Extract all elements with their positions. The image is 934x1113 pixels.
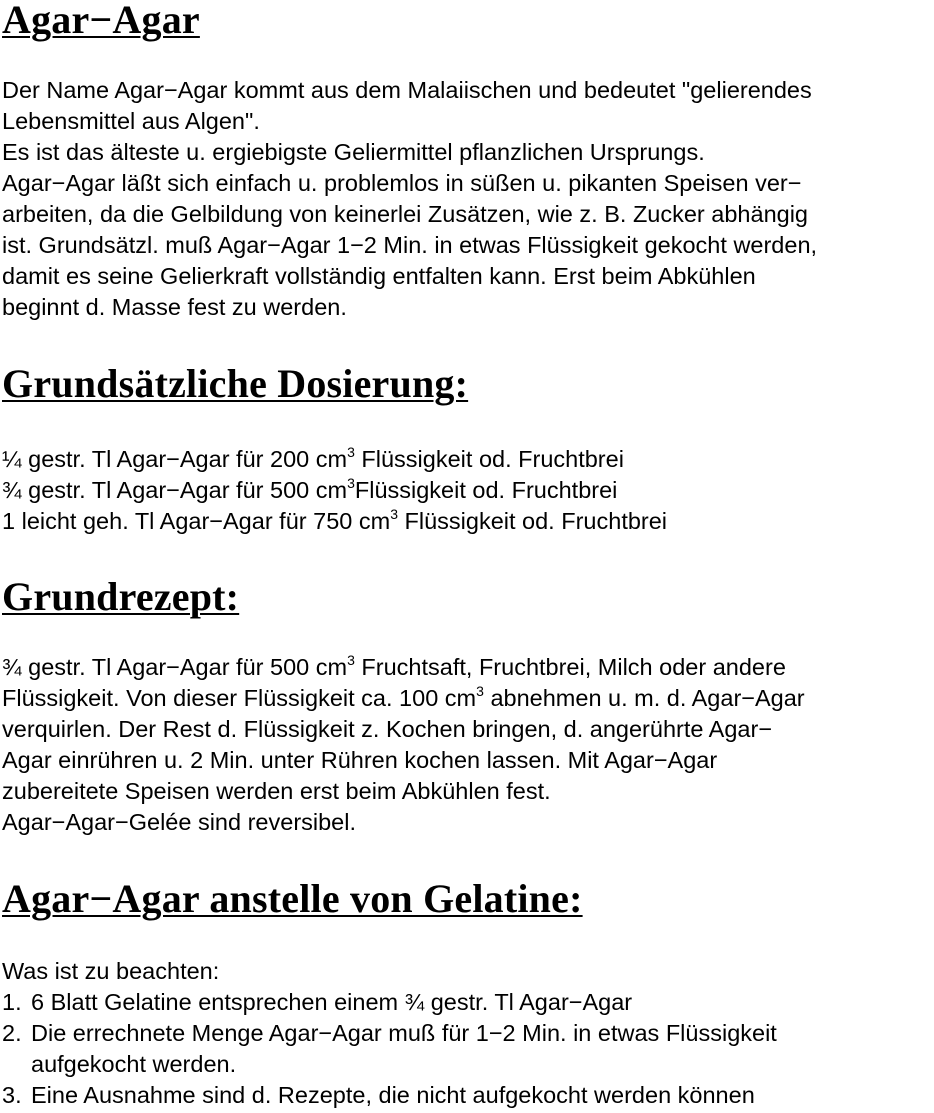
list-text-continuation: aufgekocht werden. [31,1051,237,1077]
dosage-text: ¼ gestr. Tl Agar−Agar für 200 cm [2,446,348,472]
section-title-grundrezept: Grundrezept: [2,574,240,619]
text-line: zubereitete Speisen werden erst beim Abkühlen fest. [2,778,551,804]
list-number: 1. [2,989,22,1015]
dosage-text: ¾ gestr. Tl Agar−Agar für 500 cm [2,477,348,503]
dosierung-list [2,444,934,537]
recipe-text: Flüssigkeit. Von dieser Flüssigkeit ca. 100 cm [2,685,477,711]
text-line: damit es seine Gelierkraft vollständig entfalten kann. Erst beim Abkühlen [2,263,756,289]
intro-paragraph [2,75,934,323]
cubic-exponent: 3 [347,475,355,491]
text-line: Agar einrühren u. 2 Min. unter Rühren kochen lassen. Mit Agar−Agar [2,747,718,773]
recipe-text: Fruchtsaft, Fruchtbrei, Milch oder andere [354,654,786,680]
text-line: beginnt d. Masse fest zu werden. [2,294,347,320]
cubic-exponent: 3 [476,683,484,699]
recipe-text: ¾ gestr. Tl Agar−Agar für 500 cm [2,654,348,680]
dosage-text: Flüssigkeit od. Fruchtbrei [397,508,668,534]
list-text: Eine Ausnahme sind d. Rezepte, die nicht aufgekocht werden können [31,1082,755,1108]
dosage-text: Flüssigkeit od. Fruchtbrei [354,446,624,472]
text-line: Es ist das älteste u. ergiebigste Geliermittel pflanzlichen Ursprungs. [2,139,705,165]
grundrezept-paragraph [2,652,934,838]
list-number: 3. [2,1082,22,1108]
dosage-line [2,475,934,506]
text-line: verquirlen. Der Rest d. Flüssigkeit z. Kochen bringen, d. angerührte Agar− [2,716,773,742]
text-line: Der Name Agar−Agar kommt aus dem Malaiischen und bedeutet "gelierendes [2,77,812,103]
dosage-line [2,506,934,537]
list-text: 6 Blatt Gelatine entsprechen einem ¾ gestr. Tl Agar−Agar [31,989,633,1015]
section-title-gelatine: Agar−Agar anstelle von Gelatine: [2,876,583,921]
list-item [2,1080,934,1111]
text-line [2,652,934,683]
dosage-text: 1 leicht geh. Tl Agar−Agar für 750 cm [2,508,391,534]
text-line: Agar−Agar läßt sich einfach u. problemlos in süßen u. pikanten Speisen ver− [2,170,802,196]
dosage-line [2,444,934,475]
text-line: Agar−Agar−Gelée sind reversibel. [2,809,357,835]
section-title-agar-agar: Agar−Agar [2,0,200,42]
cubic-exponent: 3 [390,506,398,522]
cubic-exponent: 3 [347,444,355,460]
text-line: arbeiten, da die Gelbildung von keinerlei Zusätzen, wie z. B. Zucker abhängig [2,201,808,227]
gelatine-list [2,956,934,1111]
text-line: ist. Grundsätzl. muß Agar−Agar 1−2 Min. in etwas Flüssigkeit gekocht werden, [2,232,818,258]
list-item [2,987,934,1018]
section-title-dosierung: Grundsätzliche Dosierung: [2,361,469,406]
list-intro: Was ist zu beachten: [2,958,220,984]
list-number: 2. [2,1020,22,1046]
dosage-text: Flüssigkeit od. Fruchtbrei [354,477,618,503]
text-line [2,683,934,714]
text-line: Lebensmittel aus Algen". [2,108,260,134]
list-item [2,1018,934,1049]
list-text: Die errechnete Menge Agar−Agar muß für 1−2 Min. in etwas Flüssigkeit [31,1020,777,1046]
recipe-text: abnehmen u. m. d. Agar−Agar [483,685,805,711]
cubic-exponent: 3 [347,652,355,668]
